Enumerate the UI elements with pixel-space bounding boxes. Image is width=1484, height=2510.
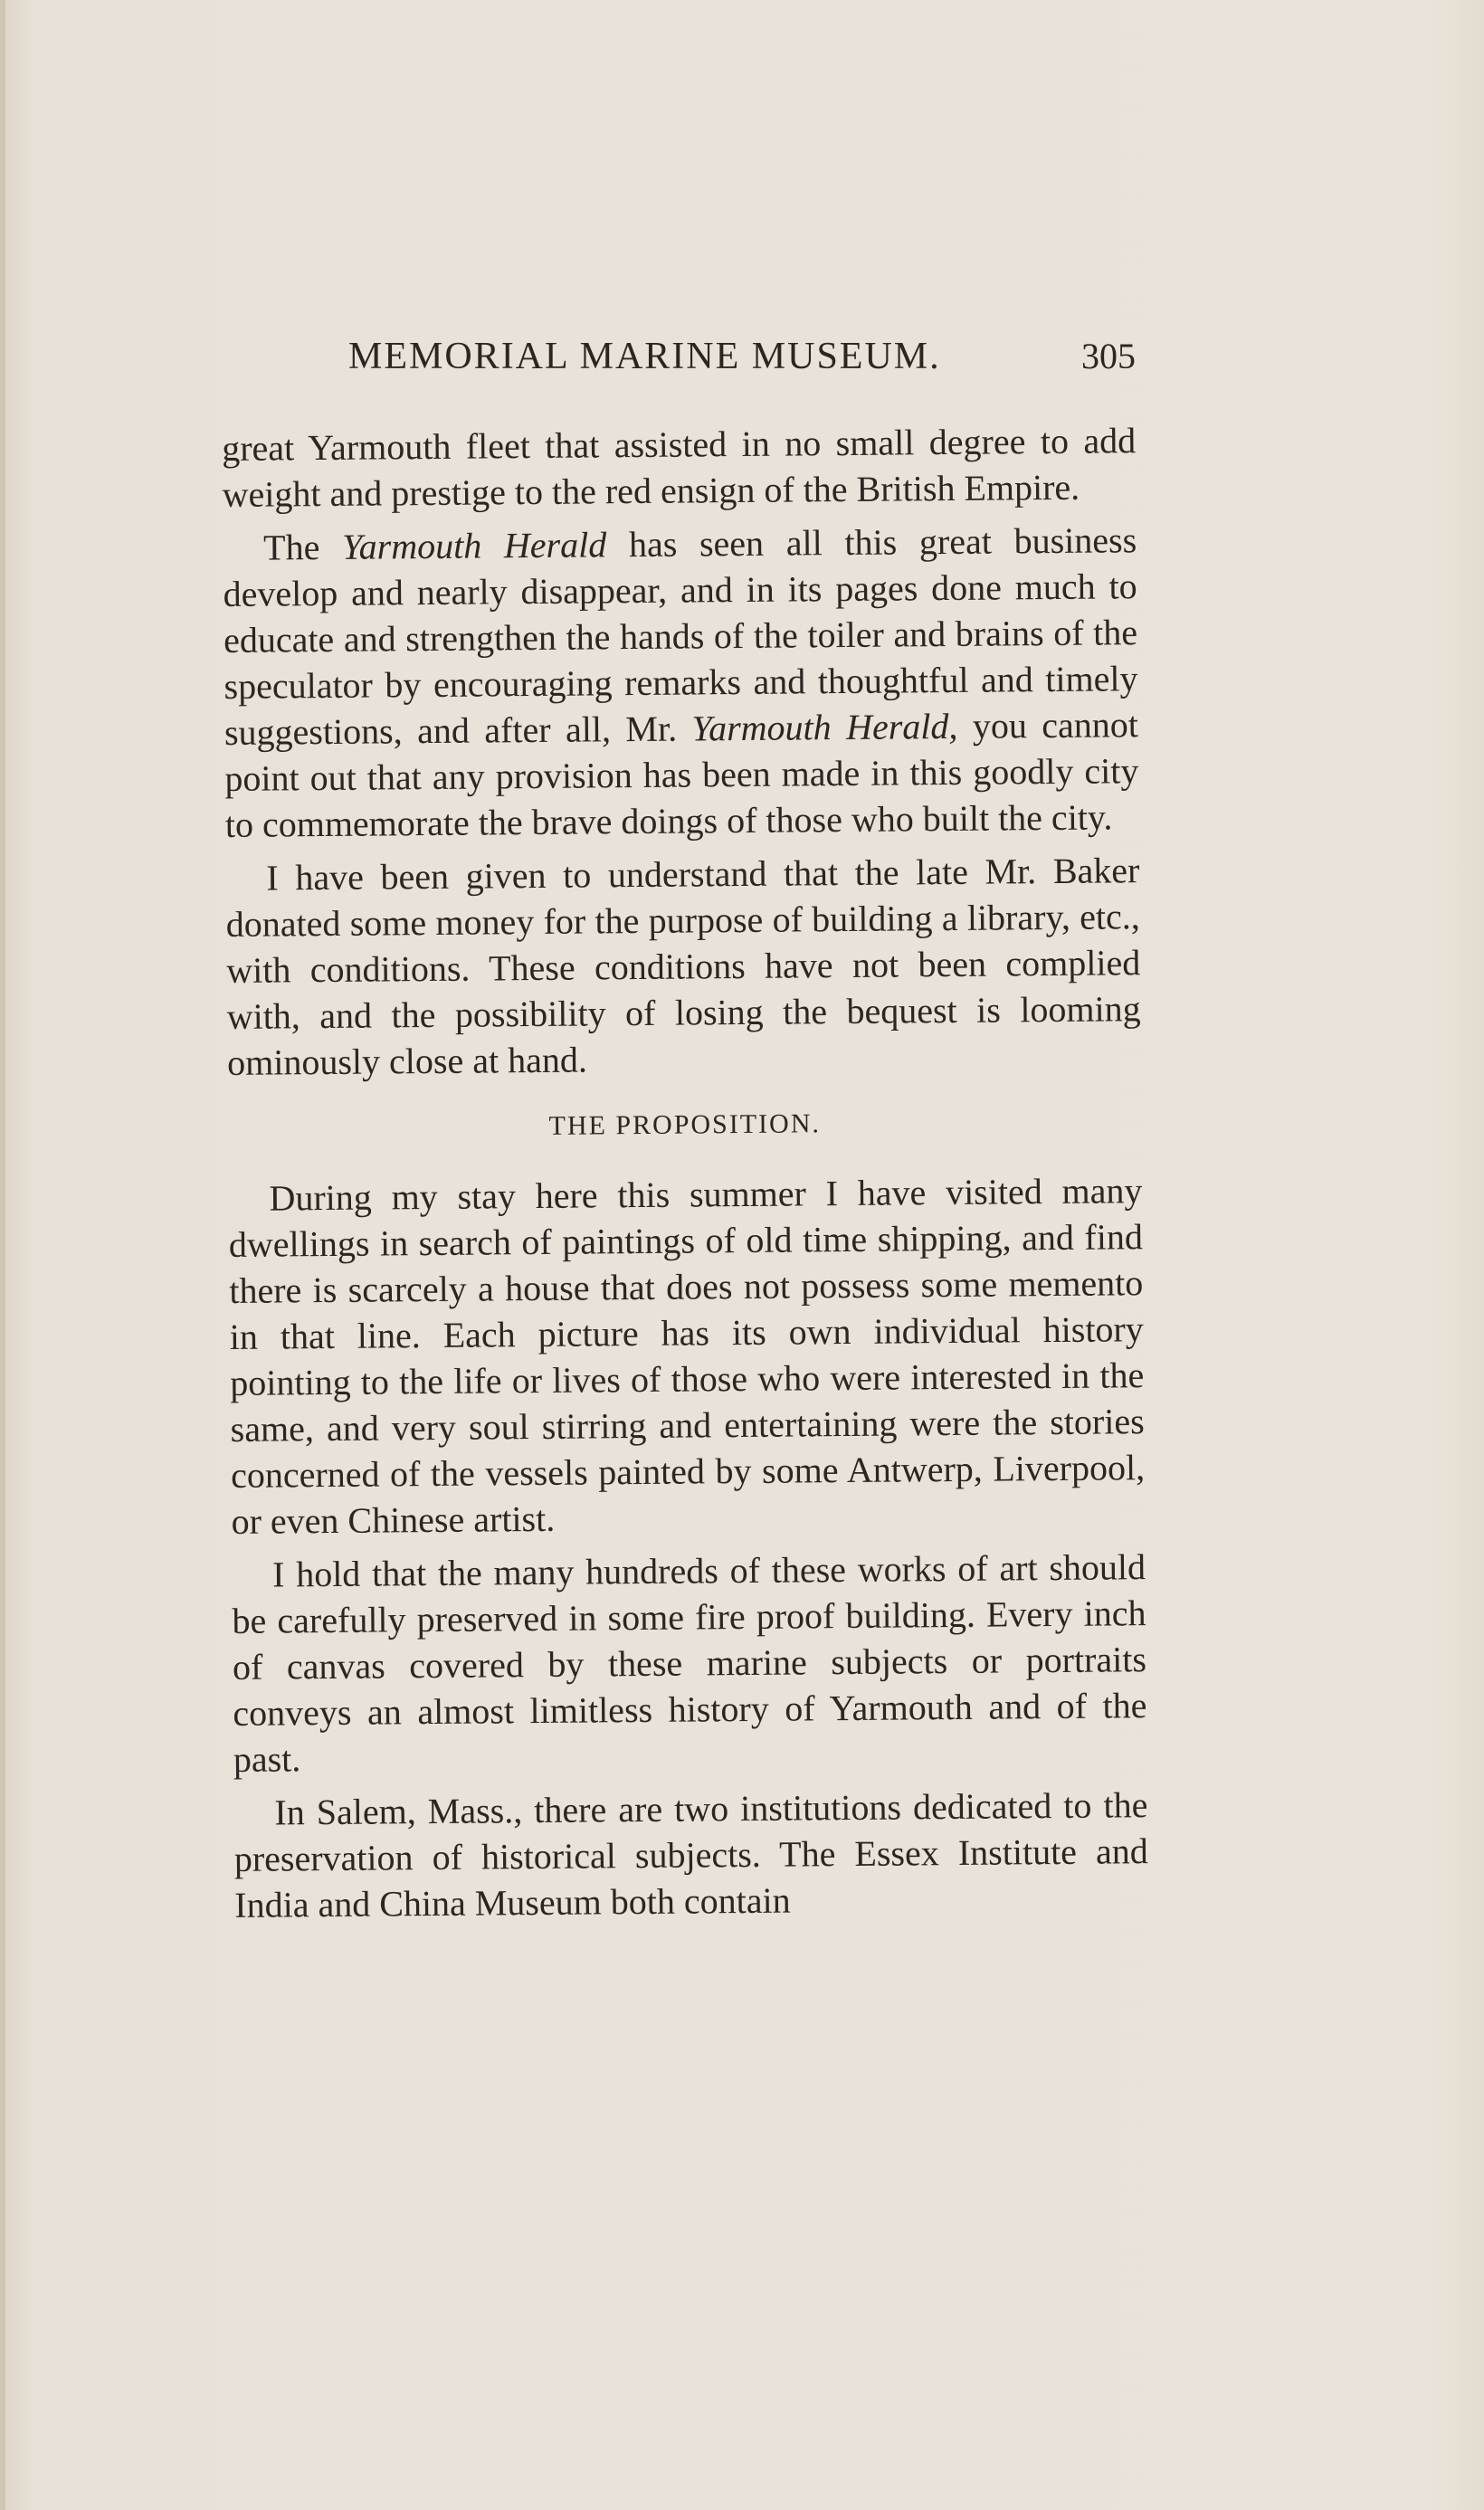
text-run: has seen all this great business develop and nearly disappear, and in its pages done much to educate and strengthen the hands of the toiler and brains of the speculator by encouraging remarks and thoughtful and timely suggestions, and after all, Mr. (223, 519, 1138, 753)
text-run: The (262, 526, 343, 568)
italic-title: Yarmouth Herald (341, 524, 607, 567)
running-head (222, 335, 1136, 389)
paragraph: I hold that the many hundreds of these works of art should be carefully preserved in some fire proof building. Every inch of canvas covered by these marine subjects or portraits conveys an almost limitless history of Yarmouth and of the past. (232, 1546, 1147, 1780)
text-run: you cannot point out that any provision has been made in this goodly city to commemorate the brave doings of those who built the city. (224, 704, 1139, 845)
paragraph: I have been given to understand that the late Mr. Baker donated some money for the purpose of building a library, etc., with conditions. These conditions have not been complied with, and the possibility of losing the bequest is looming ominously close at hand. (225, 850, 1141, 1083)
running-title: MEMORIAL MARINE MUSEUM. (348, 336, 941, 377)
page-number: 305 (1081, 336, 1136, 376)
paragraph: In Salem, Mass., there are two institutions dedicated to the preservation of historical subjects. The Essex Institute and India and China Museum both contain (233, 1784, 1148, 1925)
paragraph: During my stay here this summer I have visited many dwellings in search of paintings of old time shipping, and find there is scarcely a house that does not possess some memento in that line. Each picture has its own individual history pointing to the life or lives of those who were interested in the same, and very soul stirring and entertaining were the stories concerned of the vessels painted by some Antwerp, Liverpool, or even Chinese artist. (228, 1170, 1146, 1542)
italic-title: Yarmouth Herald, (691, 705, 958, 749)
section-heading: THE PROPOSITION. (548, 1108, 822, 1141)
page-edge (0, 0, 5, 2510)
paragraph (223, 517, 1139, 848)
paragraph: great Yarmouth fleet that assisted in no small degree to add weight and prestige to the red ensign of the British Empire. (222, 420, 1137, 515)
body-text (222, 417, 1149, 1935)
